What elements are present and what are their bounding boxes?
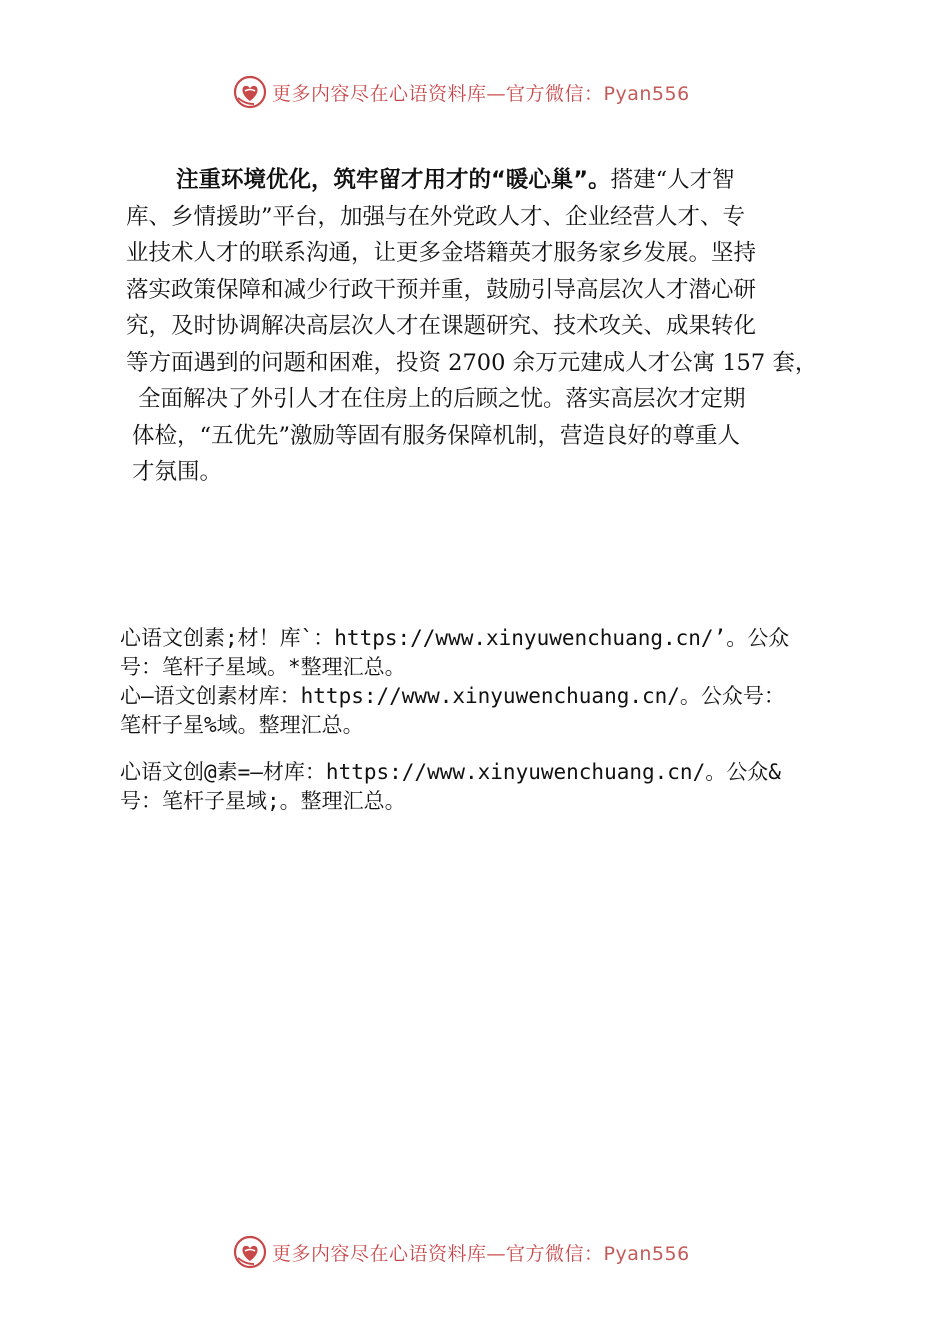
source-note-3-line-1: 心语文创@素=—材库：https://www.xinyuwenchuang.cn/。公众& xyxy=(120,760,781,784)
paragraph-line-1: 库、乡情援助”平台，加强与在外党政人才、企业经营人才、专 xyxy=(126,203,746,230)
paragraph-lead: 注重环境优化，筑牢留才用才的“暖心巢”。 xyxy=(176,167,611,193)
paragraph-line-0: 搭建“人才智 xyxy=(610,167,735,193)
banner-text xyxy=(272,79,690,106)
footer-banner xyxy=(232,1234,690,1270)
paragraph-line-8: 才氛围。 xyxy=(132,459,223,485)
source-note-3 xyxy=(120,758,850,816)
heart-flower-logo-icon xyxy=(232,1234,268,1270)
banner-wechat-label: 官方微信： xyxy=(506,1242,604,1265)
heart-flower-logo-icon xyxy=(232,74,268,110)
paragraph-line-2: 业技术人才的联系沟通，让更多金塔籍英才服务家乡发展。坚持 xyxy=(126,240,757,266)
banner-wechat-id: Pyan556 xyxy=(603,1242,690,1265)
banner-wechat-label: 官方微信： xyxy=(506,82,604,105)
source-note-1-line-2: 号：笔杆子星域。*整理汇总。 xyxy=(120,655,406,679)
paragraph-line-7: 体检，“五优先”激励等固有服务保障机制，营造良好的尊重人 xyxy=(132,422,741,449)
banner-title: 更多内容尽在心语资料库 xyxy=(272,1242,487,1265)
paragraph-line-4: 究，及时协调解决高层次人才在课题研究、技术攻关、成果转化 xyxy=(126,313,757,339)
paragraph-line-5: 等方面遇到的问题和困难，投资 2700 余万元建成人才公寓 157 套， xyxy=(126,349,818,376)
main-paragraph xyxy=(126,162,840,491)
source-note-2-line-2: 笔杆子星%域。整理汇总。 xyxy=(120,713,364,737)
paragraph-line-6: 全面解决了外引人才在住房上的后顾之忧。落实高层次才定期 xyxy=(138,386,746,412)
source-note-3-line-2: 号：笔杆子星域;。整理汇总。 xyxy=(120,789,406,813)
paragraph-line xyxy=(126,162,840,199)
banner-wechat-id: Pyan556 xyxy=(603,82,690,105)
banner-title: 更多内容尽在心语资料库 xyxy=(272,82,487,105)
source-note-1 xyxy=(120,624,850,682)
banner-text xyxy=(272,1239,690,1266)
source-note-1-line-1: 心语文创素;材！库`：https://www.xinyuwenchuang.cn/’。公众 xyxy=(120,626,790,650)
source-note-2-line-1: 心—语文创素材库：https://www.xinyuwenchuang.cn/。公众号： xyxy=(120,684,785,708)
header-banner xyxy=(232,74,690,110)
source-note-2 xyxy=(120,682,850,740)
paragraph-line-3: 落实政策保障和减少行政干预并重，鼓励引导高层次人才潜心研 xyxy=(126,276,757,303)
banner-dash: — xyxy=(486,1242,507,1265)
banner-dash: — xyxy=(486,82,507,105)
